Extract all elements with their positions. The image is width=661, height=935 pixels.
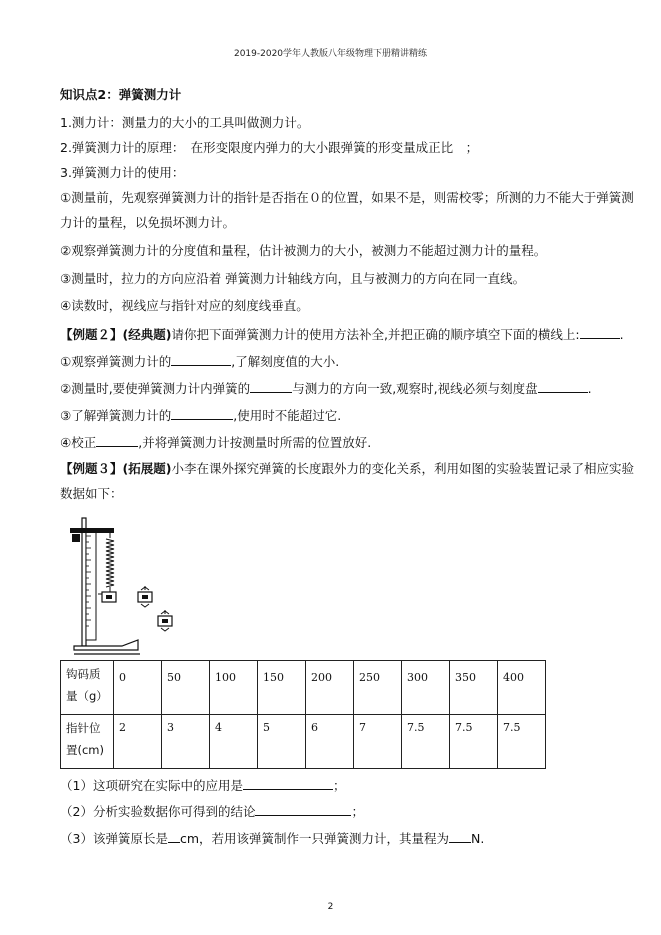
answer-blank[interactable] (243, 777, 333, 790)
table-row (61, 715, 546, 769)
text-line: 3.弹簧测力计的使用： (60, 165, 185, 180)
table-cell: 6 (306, 715, 354, 769)
table-cell: 4 (210, 715, 258, 769)
table-cell: 50 (162, 661, 210, 715)
example2-step: ④校正 ,并将弹簧测力计按测量时所需的位置放好. (60, 435, 372, 450)
text-line: ④读数时，视线应与指针对应的刻度线垂直。 (60, 298, 309, 313)
table-cell: 7.5 (402, 715, 450, 769)
section-title: 知识点2：弹簧测力计 (60, 87, 182, 102)
example3-stem: 【例题３】(拓展题)小李在课外探究弹簧的长度跟外力的变化关系，利用如图的实验装置记录了相应实验 (60, 461, 634, 476)
row-header-mass: 钩码质 量（g） (61, 661, 114, 715)
table-cell: 150 (258, 661, 306, 715)
page-number: 2 (327, 902, 334, 912)
table-row (61, 661, 546, 715)
answer-blank[interactable] (538, 380, 588, 393)
text-line: 数据如下： (60, 486, 123, 501)
example2-stem: 【例题２】(经典题)请你把下面弹簧测力计的使用方法补全,并把正确的顺序填空下面的横线上: . (60, 327, 624, 342)
table-cell: 3 (162, 715, 210, 769)
text-line: 2.弹簧测力计的原理： 在形变限度内弹力的大小跟弹簧的形变量成正比 ； (60, 140, 479, 155)
answer-blank[interactable] (580, 326, 620, 339)
question-1: （1）这项研究在实际中的应用是 ； (60, 778, 346, 793)
answer-blank[interactable] (255, 803, 351, 816)
answer-blank[interactable] (96, 434, 138, 447)
spring-apparatus-icon (60, 512, 180, 660)
answer-blank[interactable] (449, 830, 471, 843)
text-line: ②观察弹簧测力计的分度值和量程，估计被测力的大小，被测力不能超过测力计的量程。 (60, 243, 547, 258)
row-header-position: 指针位 置(cm) (61, 715, 114, 769)
text-line: 1.测力计：测量力的大小的工具叫做测力计。 (60, 115, 310, 130)
text-line: ①测量前，先观察弹簧测力计的指针是否指在０的位置，如果不是，则需校零；所测的力不能大于弹簧测 (60, 190, 634, 205)
example2-step: ③了解弹簧测力计的 ,使用时不能超过它. (60, 408, 342, 423)
table-cell: 100 (210, 661, 258, 715)
table-cell: 5 (258, 715, 306, 769)
example2-step: ②测量时,要使弹簧测力计内弹簧的 与测力的方向一致,观察时,视线必须与刻度盘 . (60, 381, 592, 396)
page-header: 2019-2020学年人教版八年级物理下册精讲精练 (233, 49, 428, 59)
question-3: （3）该弹簧原长是 cm，若用该弹簧制作一只弹簧测力计，其量程为 N. (60, 831, 485, 846)
table-cell: 250 (354, 661, 402, 715)
table-cell: 350 (450, 661, 498, 715)
answer-blank[interactable] (171, 353, 231, 366)
example3-label: 【例题３】(拓展题) (60, 461, 172, 476)
text-line: ③测量时，拉力的方向应沿着 弹簧测力计轴线方向，且与被测力的方向在同一直线。 (60, 271, 526, 286)
table-cell: 200 (306, 661, 354, 715)
table-cell: 7.5 (498, 715, 546, 769)
table-cell: 7.5 (450, 715, 498, 769)
table-cell: 300 (402, 661, 450, 715)
data-table (60, 660, 546, 769)
table-cell: 2 (114, 715, 162, 769)
table-cell: 400 (498, 661, 546, 715)
example2-label: 【例题２】(经典题) (60, 327, 172, 342)
example2-step: ①观察弹簧测力计的 ,了解刻度值的大小. (60, 354, 340, 369)
table-cell: 7 (354, 715, 402, 769)
answer-blank[interactable] (250, 380, 292, 393)
spring-apparatus-figure (60, 512, 180, 660)
answer-blank[interactable] (171, 407, 233, 420)
table-cell: 0 (114, 661, 162, 715)
question-2: （2）分析实验数据你可得到的结论 ； (60, 804, 364, 819)
text-line: 力计的量程，以免损坏测力计。 (60, 215, 236, 230)
answer-blank[interactable] (168, 830, 180, 843)
